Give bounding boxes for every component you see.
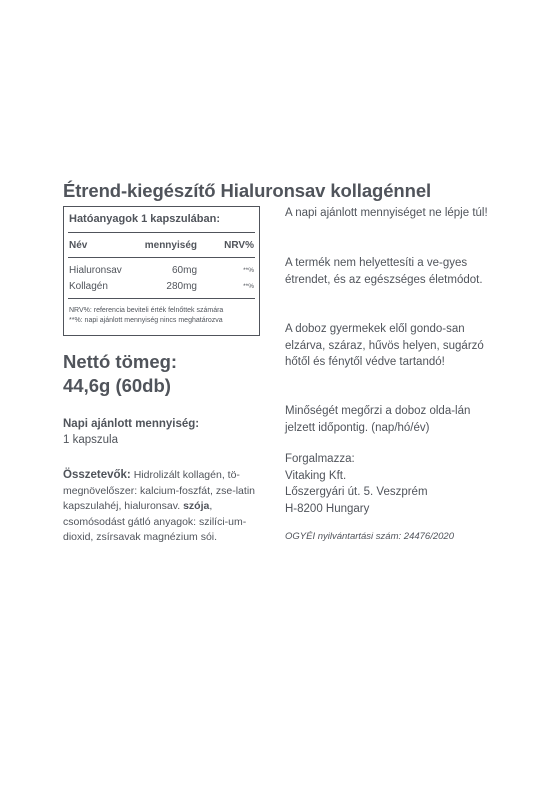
best-before-note: Minőségét megőrzi a doboz olda-lán jelzett időpontig. (nap/hó/év) xyxy=(285,405,471,434)
column-header-amount: mennyiség xyxy=(144,240,197,251)
daily-dose-label: Napi ajánlott mennyiség: xyxy=(63,418,200,430)
row-name: Kollagén xyxy=(69,281,108,292)
ingredients-label: Összetevők: xyxy=(63,469,131,481)
divider xyxy=(68,298,255,299)
distributor-street: Lőszergyári út. 5. Veszprém xyxy=(285,486,428,498)
net-weight xyxy=(63,350,177,398)
nutrition-table xyxy=(63,206,260,336)
product-title: Étrend-kiegészítő Hialuronsav kollagénnel xyxy=(63,180,432,201)
divider xyxy=(68,232,255,233)
distributor-name: Vitaking Kft. xyxy=(285,469,347,482)
row-amount: 280mg xyxy=(166,281,197,292)
diet-warning: A termék nem helyettesíti a ve-gyes étrendet, és az egészséges életmódot. xyxy=(285,257,483,286)
column-header-name: Név xyxy=(69,240,88,251)
net-weight-label: Nettó tömeg: xyxy=(63,351,178,372)
ingredients-part-2: , csomósodást gátló anyagok: szilíci-um-dioxid, zsírsavak magnézium sói. xyxy=(63,500,247,543)
ingredients-text xyxy=(63,468,265,546)
allergen-highlight: szója xyxy=(183,500,210,512)
row-name: Hialuronsav xyxy=(69,265,122,276)
daily-dose-value: 1 kapszula xyxy=(63,434,118,446)
ingredients-part-1: Hidrolizált kollagén, tö-megnövelőszer: kalcium-foszfát, zse-latin kapszulahéj, hialuronsav. xyxy=(63,469,255,512)
divider xyxy=(68,257,255,258)
registration-number: OGYÉI nyilvántartási szám: 24476/2020 xyxy=(285,531,454,542)
footnote-unset: **%: napi ajánlott mennyiség nincs meghatározva xyxy=(69,317,223,324)
nutrition-table-heading: Hatóanyagok 1 kapszulában: xyxy=(69,213,220,225)
row-amount: 60mg xyxy=(171,265,197,276)
row-nrv: **% xyxy=(243,283,254,290)
row-nrv: **% xyxy=(243,267,254,274)
distributor-block xyxy=(285,451,500,517)
footnote-nrv: NRV%: referencia beviteli érték felnőttek számára xyxy=(69,307,224,314)
column-header-nrv: NRV% xyxy=(224,240,254,251)
storage-warning: A doboz gyermekek elől gondo-san elzárva, száraz, hűvös helyen, sugárzó hőtől és fénytől védve tartandó! xyxy=(285,323,484,368)
net-weight-value: 44,6g (60db) xyxy=(63,375,171,396)
dose-warning: A napi ajánlott mennyiséget ne lépje túl! xyxy=(285,207,488,219)
distributor-label: Forgalmazza: xyxy=(285,453,355,465)
distributor-city: H-8200 Hungary xyxy=(285,502,370,515)
